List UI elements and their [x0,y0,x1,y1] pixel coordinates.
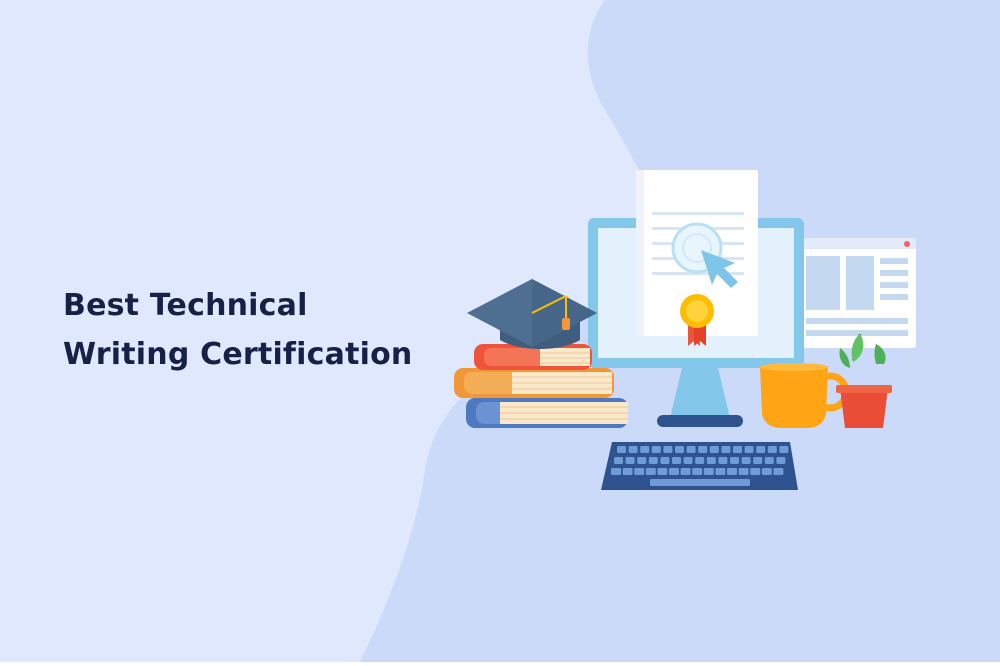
keyboard-key [649,457,658,464]
keyboard-icon [601,442,798,490]
keyboard-key [756,446,765,453]
keyboard-key [681,468,691,475]
keyboard-key [715,468,725,475]
keyboard-key [773,468,783,475]
keyboard-key [663,446,672,453]
keyboard-key [623,468,633,475]
browser-window-icon [796,238,916,348]
keyboard-key [675,446,684,453]
keyboard-key [617,446,626,453]
keyboard-key [765,457,774,464]
keyboard-key [626,457,635,464]
keyboard-key [776,457,785,464]
keyboard-key [733,446,742,453]
keyboard-key [698,446,707,453]
keyboard-key [695,457,704,464]
keyboard-key [660,457,669,464]
keyboard-key [704,468,714,475]
keyboard-key [672,457,681,464]
keyboard-key [692,468,702,475]
keyboard-key [637,457,646,464]
keyboard-key [750,468,760,475]
keyboard-key [727,468,737,475]
headline-line-2: Writing Certification [63,337,413,372]
keyboard-key [721,446,730,453]
keyboard-key [646,468,656,475]
keyboard-key [762,468,772,475]
keyboard-key [634,468,644,475]
keyboard-key [710,446,719,453]
keyboard-spacebar [650,479,750,486]
page-title [63,281,412,379]
keyboard-key [657,468,667,475]
keyboard-key [640,446,649,453]
keyboard-key [730,457,739,464]
keyboard-key [739,468,749,475]
keyboard-key [629,446,638,453]
keyboard-key [614,457,623,464]
keyboard-key [687,446,696,453]
keyboard-key [753,457,762,464]
headline-line-1: Best Technical [63,288,308,323]
keyboard-key [718,457,727,464]
keyboard-key [768,446,777,453]
keyboard-key [611,468,621,475]
keyboard-key [742,457,751,464]
keyboard-key [707,457,716,464]
keyboard-key [652,446,661,453]
keyboard-key [745,446,754,453]
keyboard-key [684,457,693,464]
keyboard-key [779,446,788,453]
keyboard-key [669,468,679,475]
